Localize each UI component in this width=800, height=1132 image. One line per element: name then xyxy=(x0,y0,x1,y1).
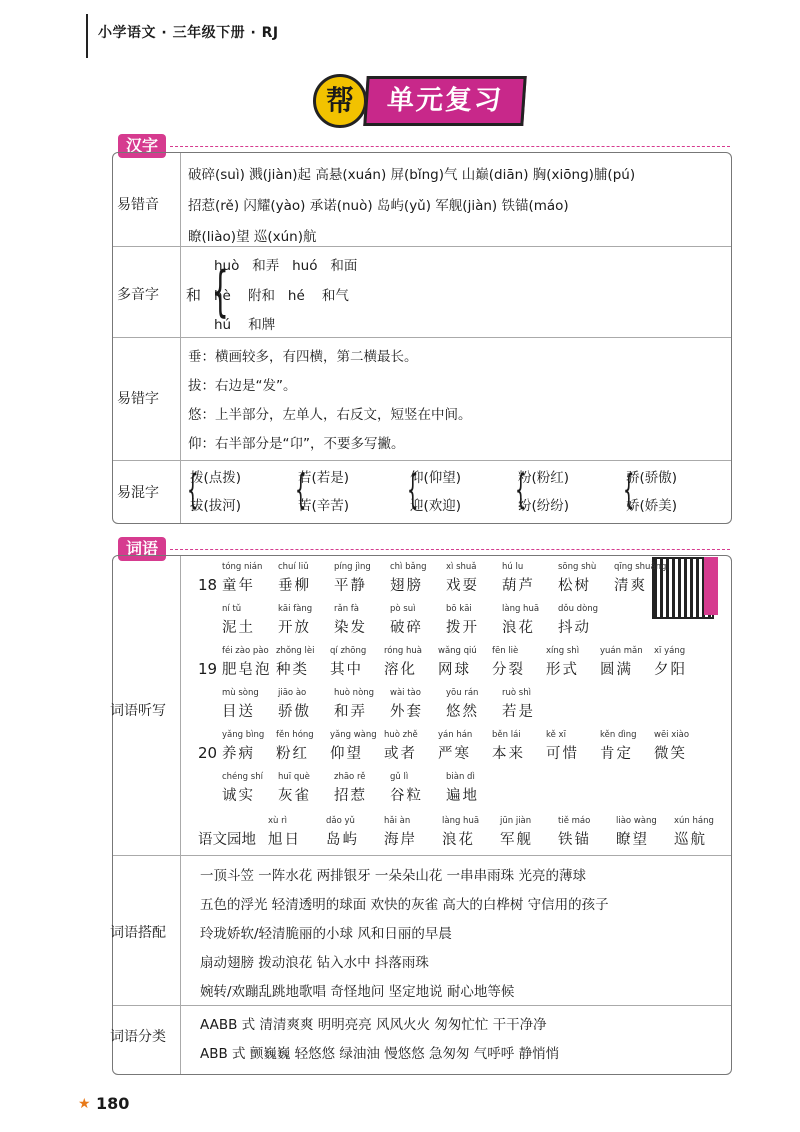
dictation-word: 谷粒 xyxy=(390,788,423,804)
pinyin: jūn jiàn xyxy=(500,816,532,826)
dictation-word: 抖动 xyxy=(558,620,591,636)
pinyin: qīng shuǎng xyxy=(614,562,667,572)
polyphone-char: 和 xyxy=(186,286,202,304)
text-line: 招惹(rě) 闪耀(yào) 承诺(nuò) 岛屿(yǔ) 军舰(jiàn) 铁锚(máo) xyxy=(188,198,569,214)
dictation-word: 夕阳 xyxy=(654,662,687,678)
dictation-word: 养病 xyxy=(222,746,255,762)
dictation-word: 翅膀 xyxy=(390,578,423,594)
pinyin: hǎi àn xyxy=(384,816,411,826)
dictation-word: 开放 xyxy=(278,620,311,636)
dictation-word: 若是 xyxy=(502,704,535,720)
dictation-word: 招惹 xyxy=(334,788,367,804)
pinyin: fēn liè xyxy=(492,646,519,656)
dictation-word: 粉红 xyxy=(276,746,309,762)
pinyin: biàn dì xyxy=(446,772,475,782)
pinyin: féi zào pào xyxy=(222,646,269,656)
dictation-word: 形式 xyxy=(546,662,579,678)
confusable-char: 娇(娇美) xyxy=(626,498,678,514)
dictation-word: 种类 xyxy=(276,662,309,678)
row-divider xyxy=(113,460,731,461)
garden-label: 语文园地 xyxy=(198,832,256,848)
row-divider xyxy=(113,1005,731,1006)
dictation-word: 泥土 xyxy=(222,620,255,636)
text-line: hè 附和 hé 和气 xyxy=(214,288,349,304)
dictation-word: 诚实 xyxy=(222,788,255,804)
confusable-char: 仰(仰望) xyxy=(410,470,462,486)
label-dapei: 词语搭配 xyxy=(110,925,166,941)
dictation-word: 海岸 xyxy=(384,832,417,848)
confusable-char: 拨(点拨) xyxy=(190,470,242,486)
page-title xyxy=(303,68,533,138)
section-tag-ciyu: 词语 xyxy=(118,537,166,561)
label-yicuozi: 易错字 xyxy=(117,391,159,407)
lesson-number: 19 xyxy=(198,660,218,678)
text-line: huò 和弄 huó 和面 xyxy=(214,258,358,274)
pinyin: gǔ lì xyxy=(390,772,409,782)
dictation-word: 外套 xyxy=(390,704,423,720)
pinyin: kěn dìng xyxy=(600,730,637,740)
pinyin: hú lu xyxy=(502,562,524,572)
dictation-word: 瞭望 xyxy=(616,832,649,848)
lesson-number: 20 xyxy=(198,744,218,762)
dictation-word: 松树 xyxy=(558,578,591,594)
confusable-char: 拔(拔河) xyxy=(190,498,242,514)
pinyin: zhǒng lèi xyxy=(276,646,315,656)
dictation-word: 和弄 xyxy=(334,704,367,720)
pinyin: mù sòng xyxy=(222,688,259,698)
pinyin: xù rì xyxy=(268,816,287,826)
dictation-word: 严寒 xyxy=(438,746,471,762)
text-line: 仰：右半部分是“卬”，不要多写撇。 xyxy=(188,436,405,452)
confusable-char: 粉(粉红) xyxy=(518,470,570,486)
row-divider xyxy=(113,246,731,247)
dictation-word: 旭日 xyxy=(268,832,301,848)
pinyin: yǎng bìng xyxy=(222,730,265,740)
text-line: 一顶斗笠 一阵水花 两排银牙 一朵朵山花 一串串雨珠 光亮的薄球 xyxy=(200,868,586,884)
section-divider xyxy=(170,549,730,551)
label-fenlei: 词语分类 xyxy=(110,1029,166,1045)
dictation-word: 破碎 xyxy=(390,620,423,636)
dictation-word: 网球 xyxy=(438,662,471,678)
section-divider xyxy=(170,146,730,148)
pinyin: huò zhě xyxy=(384,730,418,740)
dictation-word: 浪花 xyxy=(442,832,475,848)
page-number: 180 xyxy=(96,1094,130,1113)
pinyin: wǎng qiú xyxy=(438,646,477,656)
dictation-word: 分裂 xyxy=(492,662,525,678)
text-line: 破碎(suì) 溅(jiàn)起 高悬(xuán) 屏(bǐng)气 山巅(diān) 胸(xiōng)脯(pú) xyxy=(188,167,636,183)
pinyin: xì shuǎ xyxy=(446,562,477,572)
text-line: 悠：上半部分，左单人，右反文，短竖在中间。 xyxy=(188,407,472,423)
text-line: 垂：横画较多，有四横，第二横最长。 xyxy=(188,349,418,365)
dictation-word: 葫芦 xyxy=(502,578,535,594)
confusable-char: 纷(纷纷) xyxy=(518,498,570,514)
dictation-word: 肯定 xyxy=(600,746,633,762)
dictation-word: 岛屿 xyxy=(326,832,359,848)
dictation-word: 其中 xyxy=(330,662,363,678)
pinyin: ruò shì xyxy=(502,688,531,698)
pinyin: wēi xiào xyxy=(654,730,690,740)
dictation-word: 悠然 xyxy=(446,704,479,720)
dictation-word: 本来 xyxy=(492,746,525,762)
pinyin: qí zhōng xyxy=(330,646,367,656)
row-divider xyxy=(113,337,731,338)
text-line: 拔：右边是“发”。 xyxy=(188,378,297,394)
pinyin: yán hán xyxy=(438,730,473,740)
dictation-word: 浪花 xyxy=(502,620,535,636)
dictation-word: 遍地 xyxy=(446,788,479,804)
label-yicuoyin: 易错音 xyxy=(117,197,159,213)
pinyin: píng jìng xyxy=(334,562,371,572)
pinyin: liào wàng xyxy=(616,816,657,826)
title-text: 单元复习 xyxy=(363,76,526,126)
pinyin: dǎo yǔ xyxy=(326,816,355,826)
pinyin: kāi fàng xyxy=(278,604,313,614)
pinyin: xún háng xyxy=(674,816,714,826)
pinyin: xī yáng xyxy=(654,646,686,656)
dictation-word: 平静 xyxy=(334,578,367,594)
text-line: 五色的浮光 轻清透明的球面 欢快的灰雀 高大的白桦树 守信用的孩子 xyxy=(200,897,609,913)
confusable-char: 骄(骄傲) xyxy=(626,470,678,486)
pinyin: wài tào xyxy=(390,688,421,698)
pinyin: tiě máo xyxy=(558,816,591,826)
dictation-word: 巡航 xyxy=(674,832,707,848)
pinyin: sōng shù xyxy=(558,562,597,572)
pinyin: fěn hóng xyxy=(276,730,314,740)
pinyin: róng huà xyxy=(384,646,422,656)
pinyin: ní tǔ xyxy=(222,604,242,614)
brace: { xyxy=(622,467,635,513)
star-icon: ★ xyxy=(78,1096,91,1112)
brace: { xyxy=(406,467,419,513)
dictation-word: 或者 xyxy=(384,746,417,762)
column-divider xyxy=(180,556,181,1074)
dictation-word: 圆满 xyxy=(600,662,633,678)
pinyin: pò suì xyxy=(390,604,416,614)
pinyin: yōu rán xyxy=(446,688,479,698)
pinyin: chéng shí xyxy=(222,772,263,782)
text-line: hú 和牌 xyxy=(214,317,276,333)
dictation-word: 垂柳 xyxy=(278,578,311,594)
section-tag-hanzi: 汉字 xyxy=(118,134,166,158)
label-tingxie: 词语听写 xyxy=(110,703,166,719)
dictation-word: 仰望 xyxy=(330,746,363,762)
brace: { xyxy=(294,467,307,513)
dictation-word: 目送 xyxy=(222,704,255,720)
pinyin: tóng nián xyxy=(222,562,263,572)
text-line: 玲珑娇软/轻清脆丽的小球 风和日丽的早晨 xyxy=(200,926,452,942)
pinyin: běn lái xyxy=(492,730,521,740)
pinyin: dǒu dòng xyxy=(558,604,599,614)
dictation-word: 肥皂泡 xyxy=(222,662,272,678)
row-divider xyxy=(113,855,731,856)
lesson-number: 18 xyxy=(198,576,218,594)
label-duoyinzi: 多音字 xyxy=(117,287,159,303)
pinyin: làng huā xyxy=(442,816,480,826)
confusable-char: 迎(欢迎) xyxy=(410,498,462,514)
dictation-word: 童年 xyxy=(222,578,255,594)
pinyin: huò nòng xyxy=(334,688,375,698)
text-line: 扇动翅膀 拨动浪花 钻入水中 抖落雨珠 xyxy=(200,955,429,971)
label-yihunzi: 易混字 xyxy=(117,485,159,501)
dictation-word: 拨开 xyxy=(446,620,479,636)
header-bar xyxy=(86,14,88,58)
header-title: 小学语文 · 三年级下册 · RJ xyxy=(98,25,279,41)
pinyin: yǎng wàng xyxy=(330,730,377,740)
title-icon: 帮 xyxy=(313,74,367,128)
pinyin: jiāo ào xyxy=(278,688,307,698)
pinyin: huī què xyxy=(278,772,310,782)
pinyin: xíng shì xyxy=(546,646,580,656)
pinyin: yuán mǎn xyxy=(600,646,643,656)
text-line: ABB 式 颤巍巍 轻悠悠 绿油油 慢悠悠 急匆匆 气呼呼 静悄悄 xyxy=(200,1046,560,1062)
dictation-word: 戏耍 xyxy=(446,578,479,594)
dictation-word: 铁锚 xyxy=(558,832,591,848)
pinyin: kě xī xyxy=(546,730,566,740)
pinyin: bō kāi xyxy=(446,604,472,614)
confusable-char: 苦(辛苦) xyxy=(298,498,350,514)
dictation-word: 骄傲 xyxy=(278,704,311,720)
text-line: 瞭(liào)望 巡(xún)航 xyxy=(188,229,317,245)
brace: { xyxy=(211,260,229,323)
text-line: 婉转/欢蹦乱跳地歌唱 奇怪地问 坚定地说 耐心地等候 xyxy=(200,984,515,1000)
pinyin: chì bǎng xyxy=(390,562,427,572)
dictation-word: 军舰 xyxy=(500,832,533,848)
column-divider xyxy=(180,153,181,523)
dictation-word: 灰雀 xyxy=(278,788,311,804)
brace: { xyxy=(514,467,527,513)
brace: { xyxy=(186,467,199,513)
dictation-word: 清爽 xyxy=(614,578,647,594)
pinyin: chuí liǔ xyxy=(278,562,309,572)
pinyin: zhāo rě xyxy=(334,772,366,782)
dictation-word: 溶化 xyxy=(384,662,417,678)
dictation-word: 微笑 xyxy=(654,746,687,762)
confusable-char: 若(若是) xyxy=(298,470,350,486)
pinyin: rǎn fà xyxy=(334,604,359,614)
text-line: AABB 式 清清爽爽 明明亮亮 风风火火 匆匆忙忙 干干净净 xyxy=(200,1017,547,1033)
qr-side-tab xyxy=(704,557,718,615)
dictation-word: 染发 xyxy=(334,620,367,636)
dictation-word: 可惜 xyxy=(546,746,579,762)
pinyin: làng huā xyxy=(502,604,540,614)
